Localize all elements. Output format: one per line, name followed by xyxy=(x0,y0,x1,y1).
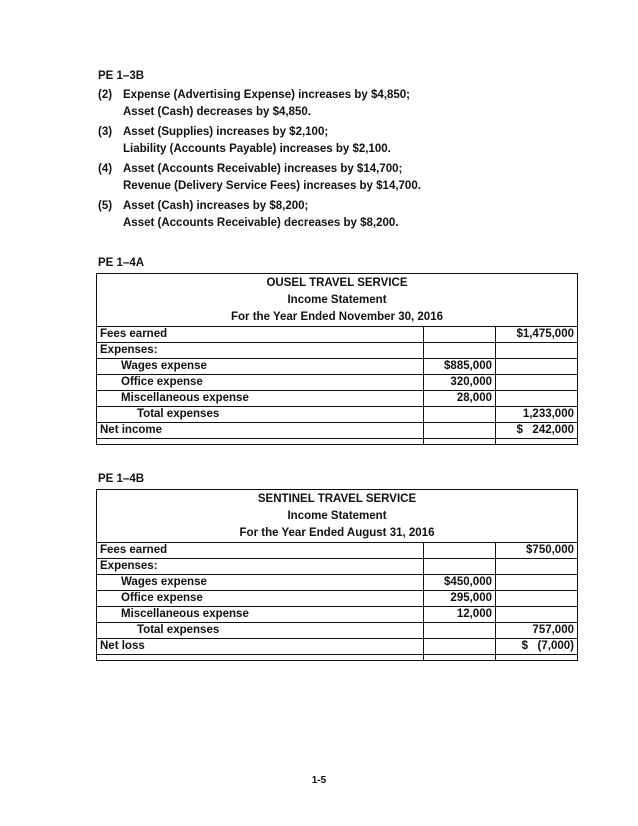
empty-cell xyxy=(496,343,578,359)
item-number: (2) xyxy=(98,89,113,101)
net-loss-amount: $ (7,000) xyxy=(496,639,578,655)
expense-amount: $450,000 xyxy=(424,575,496,591)
table-row xyxy=(97,607,577,623)
company-name: SENTINEL TRAVEL SERVICE xyxy=(257,493,417,505)
net-income-amount: $ 242,000 xyxy=(496,423,578,439)
statement-period: For the Year Ended August 31, 2016 xyxy=(239,527,435,539)
item-line: Asset (Accounts Receivable) increases by $14,700; xyxy=(123,163,403,175)
list-item xyxy=(98,87,410,121)
statement-heading xyxy=(97,274,577,326)
table-row xyxy=(97,655,577,661)
section-title-pe-1-3b: PE 1–3B xyxy=(98,70,145,82)
income-statement-ousel xyxy=(96,273,578,445)
empty-cell xyxy=(424,423,496,439)
table-row xyxy=(97,543,577,559)
table-row xyxy=(97,375,577,391)
empty-cell xyxy=(496,391,578,407)
table-row xyxy=(97,559,577,575)
item-line: Asset (Cash) increases by $8,200; xyxy=(123,200,309,212)
item-number: (3) xyxy=(98,126,113,138)
section-title-pe-1-4a: PE 1–4A xyxy=(98,257,145,269)
income-statement-sentinel xyxy=(96,489,578,661)
expense-amount: 320,000 xyxy=(424,375,496,391)
statement-table xyxy=(97,326,577,444)
empty-cell xyxy=(424,327,496,343)
empty-cell xyxy=(424,655,496,661)
empty-cell xyxy=(496,655,578,661)
expense-amount: 28,000 xyxy=(424,391,496,407)
empty-cell xyxy=(424,343,496,359)
total-expenses-amount: 1,233,000 xyxy=(496,407,578,423)
expense-label: Office expense xyxy=(97,375,424,391)
expense-label: Wages expense xyxy=(97,359,424,375)
empty-cell xyxy=(424,559,496,575)
item-line: Revenue (Delivery Service Fees) increases by $14,700. xyxy=(123,180,421,192)
fees-label: Fees earned xyxy=(97,543,424,559)
item-line: Asset (Cash) decreases by $4,850. xyxy=(123,106,311,118)
expenses-label: Expenses: xyxy=(97,559,424,575)
empty-cell xyxy=(97,655,424,661)
table-row xyxy=(97,359,577,375)
empty-cell xyxy=(424,639,496,655)
net-loss-label: Net loss xyxy=(97,639,424,655)
list-item xyxy=(98,161,421,195)
item-number: (4) xyxy=(98,163,113,175)
empty-cell xyxy=(97,439,424,445)
table-row xyxy=(97,407,577,423)
net-income-label: Net income xyxy=(97,423,424,439)
item-line: Expense (Advertising Expense) increases by $4,850; xyxy=(123,89,410,101)
fees-label: Fees earned xyxy=(97,327,424,343)
list-item xyxy=(98,198,399,232)
statement-heading xyxy=(97,490,577,542)
table-row xyxy=(97,639,577,655)
expense-label: Miscellaneous expense xyxy=(97,391,424,407)
empty-cell xyxy=(496,591,578,607)
table-row xyxy=(97,575,577,591)
total-expenses-label: Total expenses xyxy=(97,407,424,423)
total-expenses-amount: 757,000 xyxy=(496,623,578,639)
table-row xyxy=(97,391,577,407)
expense-amount: 295,000 xyxy=(424,591,496,607)
empty-cell xyxy=(496,607,578,623)
fees-amount: $1,475,000 xyxy=(496,327,578,343)
statement-table xyxy=(97,542,577,660)
expense-amount: 12,000 xyxy=(424,607,496,623)
list-item xyxy=(98,124,391,158)
company-name: OUSEL TRAVEL SERVICE xyxy=(266,277,408,289)
item-number: (5) xyxy=(98,200,113,212)
page-number: 1-5 xyxy=(311,775,327,786)
empty-cell xyxy=(424,439,496,445)
expenses-label: Expenses: xyxy=(97,343,424,359)
expense-label: Office expense xyxy=(97,591,424,607)
table-row xyxy=(97,591,577,607)
table-row xyxy=(97,423,577,439)
item-line: Asset (Supplies) increases by $2,100; xyxy=(123,126,329,138)
section-title-pe-1-4b: PE 1–4B xyxy=(98,473,145,485)
expense-label: Wages expense xyxy=(97,575,424,591)
empty-cell xyxy=(424,623,496,639)
statement-period: For the Year Ended November 30, 2016 xyxy=(231,311,443,323)
empty-cell xyxy=(424,543,496,559)
statement-name: Income Statement xyxy=(287,294,387,306)
empty-cell xyxy=(496,559,578,575)
empty-cell xyxy=(496,439,578,445)
table-row xyxy=(97,439,577,445)
fees-amount: $750,000 xyxy=(496,543,578,559)
empty-cell xyxy=(424,407,496,423)
expense-amount: $885,000 xyxy=(424,359,496,375)
total-expenses-label: Total expenses xyxy=(97,623,424,639)
item-line: Asset (Accounts Receivable) decreases by $8,200. xyxy=(123,217,399,229)
table-row xyxy=(97,623,577,639)
empty-cell xyxy=(496,375,578,391)
empty-cell xyxy=(496,575,578,591)
expense-label: Miscellaneous expense xyxy=(97,607,424,623)
table-row xyxy=(97,343,577,359)
statement-name: Income Statement xyxy=(287,510,387,522)
empty-cell xyxy=(496,359,578,375)
table-row xyxy=(97,327,577,343)
item-line: Liability (Accounts Payable) increases by $2,100. xyxy=(123,143,391,155)
